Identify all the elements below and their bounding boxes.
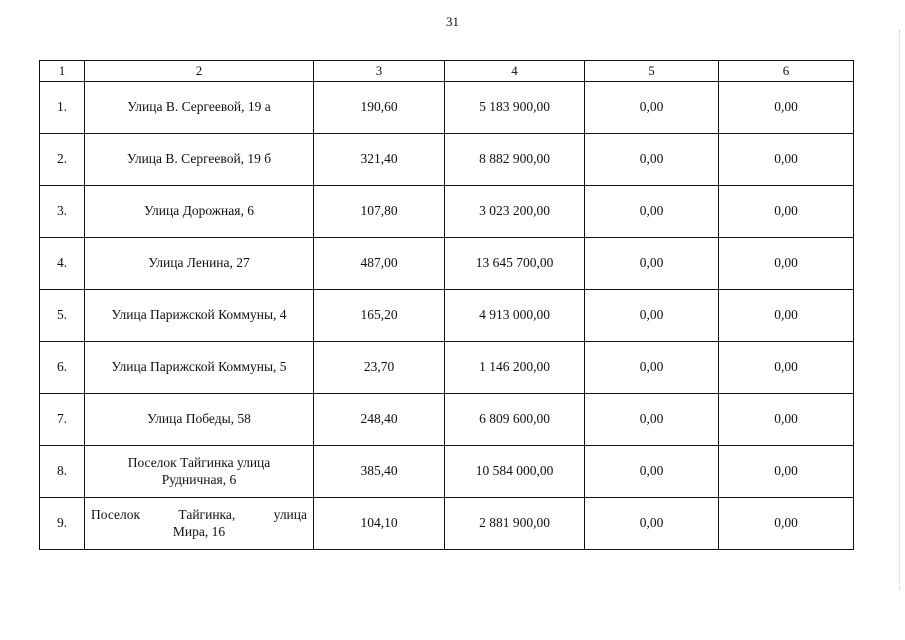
cell-col5: 0,00 <box>585 186 719 238</box>
cell-col4: 4 913 000,00 <box>445 290 585 342</box>
table-row <box>40 82 854 134</box>
cell-col4: 13 645 700,00 <box>445 238 585 290</box>
table-row <box>40 342 854 394</box>
cell-col5: 0,00 <box>585 82 719 134</box>
address-cell: Улица Парижской Коммуны, 5 <box>85 342 314 394</box>
cell-col4: 10 584 000,00 <box>445 446 585 498</box>
cell-col3: 248,40 <box>314 394 445 446</box>
address-line-2: Мира, 16 <box>172 523 226 539</box>
cell-col3: 104,10 <box>314 498 445 550</box>
column-header-5: 5 <box>585 61 719 82</box>
address-line-1: Поселок Тайгинка, улица <box>91 506 307 522</box>
address-cell: Улица В. Сергеевой, 19 б <box>85 134 314 186</box>
cell-col6: 0,00 <box>719 134 854 186</box>
cell-col3: 23,70 <box>314 342 445 394</box>
address-line-2: Рудничная, 6 <box>161 471 237 487</box>
page-number: 31 <box>446 14 459 29</box>
cell-col5: 0,00 <box>585 290 719 342</box>
cell-col3: 190,60 <box>314 82 445 134</box>
row-number: 7. <box>40 394 85 446</box>
cell-col5: 0,00 <box>585 394 719 446</box>
cell-col6: 0,00 <box>719 446 854 498</box>
table-row <box>40 498 854 550</box>
address-cell: Улица Парижской Коммуны, 4 <box>85 290 314 342</box>
address-cell: Улица В. Сергеевой, 19 а <box>85 82 314 134</box>
table-row <box>40 186 854 238</box>
column-header-4: 4 <box>445 61 585 82</box>
address-cell: Улица Дорожная, 6 <box>85 186 314 238</box>
table-row <box>40 394 854 446</box>
row-number: 2. <box>40 134 85 186</box>
cell-col6: 0,00 <box>719 186 854 238</box>
cell-col5: 0,00 <box>585 498 719 550</box>
cell-col5: 0,00 <box>585 134 719 186</box>
table-row <box>40 134 854 186</box>
cell-col3: 487,00 <box>314 238 445 290</box>
row-number: 6. <box>40 342 85 394</box>
cell-col4: 2 881 900,00 <box>445 498 585 550</box>
table-row <box>40 238 854 290</box>
row-number: 3. <box>40 186 85 238</box>
cell-col5: 0,00 <box>585 446 719 498</box>
cell-col4: 5 183 900,00 <box>445 82 585 134</box>
cell-col6: 0,00 <box>719 290 854 342</box>
cell-col6: 0,00 <box>719 342 854 394</box>
scan-edge-mark <box>899 30 901 590</box>
address-cell: Улица Победы, 58 <box>85 394 314 446</box>
cell-col5: 0,00 <box>585 238 719 290</box>
column-header-3: 3 <box>314 61 445 82</box>
row-number: 8. <box>40 446 85 498</box>
address-cell: Улица Ленина, 27 <box>85 238 314 290</box>
cell-col6: 0,00 <box>719 394 854 446</box>
cell-col4: 3 023 200,00 <box>445 186 585 238</box>
row-number: 5. <box>40 290 85 342</box>
cell-col4: 1 146 200,00 <box>445 342 585 394</box>
column-header-1: 1 <box>40 61 85 82</box>
cell-col3: 321,40 <box>314 134 445 186</box>
address-cell <box>85 446 314 498</box>
cell-col6: 0,00 <box>719 238 854 290</box>
table-row <box>40 290 854 342</box>
cell-col4: 6 809 600,00 <box>445 394 585 446</box>
data-table <box>39 60 854 550</box>
address-line-1: Поселок Тайгинка улица <box>127 454 271 470</box>
cell-col4: 8 882 900,00 <box>445 134 585 186</box>
cell-col3: 165,20 <box>314 290 445 342</box>
table-row <box>40 446 854 498</box>
column-header-6: 6 <box>719 61 854 82</box>
cell-col3: 385,40 <box>314 446 445 498</box>
row-number: 4. <box>40 238 85 290</box>
cell-col6: 0,00 <box>719 498 854 550</box>
table-header-row <box>40 61 854 82</box>
address-cell <box>85 498 314 550</box>
row-number: 1. <box>40 82 85 134</box>
cell-col3: 107,80 <box>314 186 445 238</box>
cell-col6: 0,00 <box>719 82 854 134</box>
cell-col5: 0,00 <box>585 342 719 394</box>
column-header-2: 2 <box>85 61 314 82</box>
row-number: 9. <box>40 498 85 550</box>
